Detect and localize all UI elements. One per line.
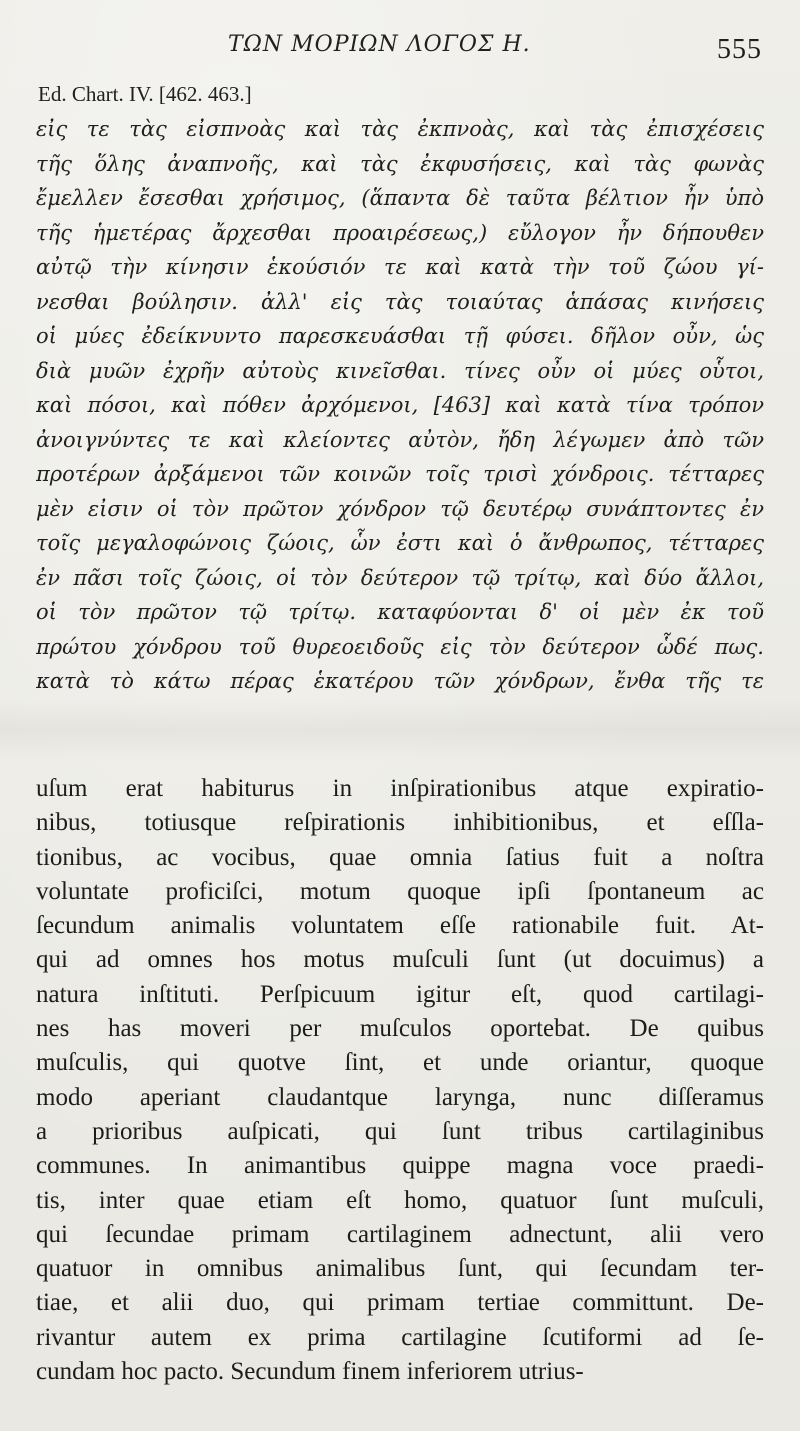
- running-title: ΤΩΝ ΜΟΡΙΩΝ ΛΟΓΟΣ Η.: [228, 32, 531, 57]
- latin-line: qui ſecundae primam cartilaginem adnectunt, alii vero: [36, 1220, 764, 1248]
- latin-line: a prioribus auſpicati, qui ſunt tribus cartilaginibus: [36, 1117, 764, 1145]
- greek-text-block: [36, 112, 764, 699]
- greek-line: ἀνοιγνύντες τε καὶ κλείοντες αὐτὸν, ἤδη λέγωμεν ἀπὸ τῶν: [36, 427, 764, 452]
- latin-line: muſculis, qui quotve ſint, et unde oriantur, quoque: [36, 1049, 764, 1077]
- latin-line: rivantur autem ex prima cartilagine ſcutiformi ad ſe-: [36, 1323, 764, 1351]
- greek-line: τοῖς μεγαλοφώνοις ζώοις, ὧν ἐστι καὶ ὁ ἄνθρωπος, τέτταρες: [36, 531, 764, 555]
- greek-line: οἱ τὸν πρῶτον τῷ τρίτῳ. καταφύονται δ' οἱ μὲν ἐκ τοῦ: [36, 600, 764, 624]
- latin-line: natura inſtituti. Perſpicuum igitur eſt, quod cartilagi-: [36, 980, 764, 1008]
- latin-line: nes has moveri per muſculos oportebat. De quibus: [36, 1015, 764, 1043]
- greek-line: αὐτῷ τὴν κίνησιν ἑκούσιόν τε καὶ κατὰ τὴν τοῦ ζώου γί-: [36, 255, 764, 279]
- greek-line: καὶ πόσοι, καὶ πόθεν ἀρχόμενοι, [463] καὶ κατὰ τίνα τρόπον: [36, 393, 764, 417]
- page-number: 555: [717, 34, 762, 65]
- latin-line: cundam hoc pacto. Secundum finem inferiorem utrius-: [36, 1358, 584, 1386]
- latin-line: quatuor in omnibus animalibus ſunt, qui ſecundam ter-: [36, 1255, 764, 1283]
- latin-line: communes. In animantibus quippe magna voce praedi-: [36, 1152, 764, 1180]
- greek-line: τῆς ἡμετέρας ἄρχεσθαι προαιρέσεως,) εὔλογον ἦν δήπουθεν: [36, 220, 764, 245]
- show-through-shadow: [0, 700, 800, 760]
- latin-line: tiae, et alii duo, qui primam tertiae committunt. De-: [36, 1289, 764, 1317]
- latin-line: ſecundum animalis voluntatem eſſe rationabile fuit. At-: [36, 912, 764, 940]
- latin-line: voluntate proficiſci, motum quoque ipſi ſpontaneum ac: [36, 877, 764, 905]
- latin-line: uſum erat habiturus in inſpirationibus atque expiratio-: [36, 775, 764, 802]
- latin-line: tionibus, ac vocibus, quae omnia ſatius fuit a noſtra: [36, 843, 764, 871]
- greek-line: τῆς ὅλης ἀναπνοῆς, καὶ τὰς ἐκφυσήσεις, καὶ τὰς φωνὰς: [36, 151, 764, 176]
- greek-line: μὲν εἰσιν οἱ τὸν πρῶτον χόνδρον τῷ δευτέρῳ συνάπτοντες ἐν: [36, 496, 764, 521]
- greek-line: ἐν πᾶσι τοῖς ζώοις, οἱ τὸν δεύτερον τῷ τρίτῳ, καὶ δύο ἄλλοι,: [36, 565, 764, 590]
- greek-line: οἱ μύες ἐδείκνυντο παρεσκευάσθαι τῇ φύσει. δῆλον οὖν, ὡς: [36, 324, 764, 348]
- latin-line: nibus, totiusque reſpirationis inhibitionibus, et eſſla-: [36, 809, 764, 837]
- greek-line: προτέρων ἀρξάμενοι τῶν κοινῶν τοῖς τρισὶ χόνδροις. τέτταρες: [36, 462, 764, 486]
- edition-reference: Ed. Chart. IV. [462. 463.]: [38, 82, 252, 106]
- greek-line: πρώτου χόνδρου τοῦ θυρεοειδοῦς εἰς τὸν δεύτερον ὧδέ πως.: [36, 634, 764, 659]
- greek-line: νεσθαι βούλησιν. ἀλλ' εἰς τὰς τοιαύτας ἁπάσας κινήσεις: [36, 289, 764, 314]
- running-header: [0, 30, 800, 70]
- latin-text-block: [36, 772, 764, 1389]
- greek-line: διὰ μυῶν ἐχρῆν αὐτοὺς κινεῖσθαι. τίνες οὖν οἱ μύες οὗτοι,: [36, 358, 764, 383]
- greek-line: εἰς τε τὰς εἰσπνοὰς καὶ τὰς ἐκπνοὰς, καὶ τὰς ἐπισχέσεις: [36, 117, 764, 141]
- latin-line: qui ad omnes hos motus muſculi ſunt (ut docuimus) a: [36, 946, 764, 974]
- latin-line: modo aperiant claudantque larynga, nunc diſſeramus: [36, 1083, 764, 1111]
- latin-line: tis, inter quae etiam eſt homo, quatuor ſunt muſculi,: [36, 1186, 764, 1214]
- greek-line: ἔμελλεν ἔσεσθαι χρήσιμος, (ἅπαντα δὲ ταῦτα βέλτιον ἦν ὑπὸ: [36, 186, 764, 210]
- greek-line: κατὰ τὸ κάτω πέρας ἑκατέρου τῶν χόνδρων, ἔνθα τῆς τε: [36, 669, 764, 693]
